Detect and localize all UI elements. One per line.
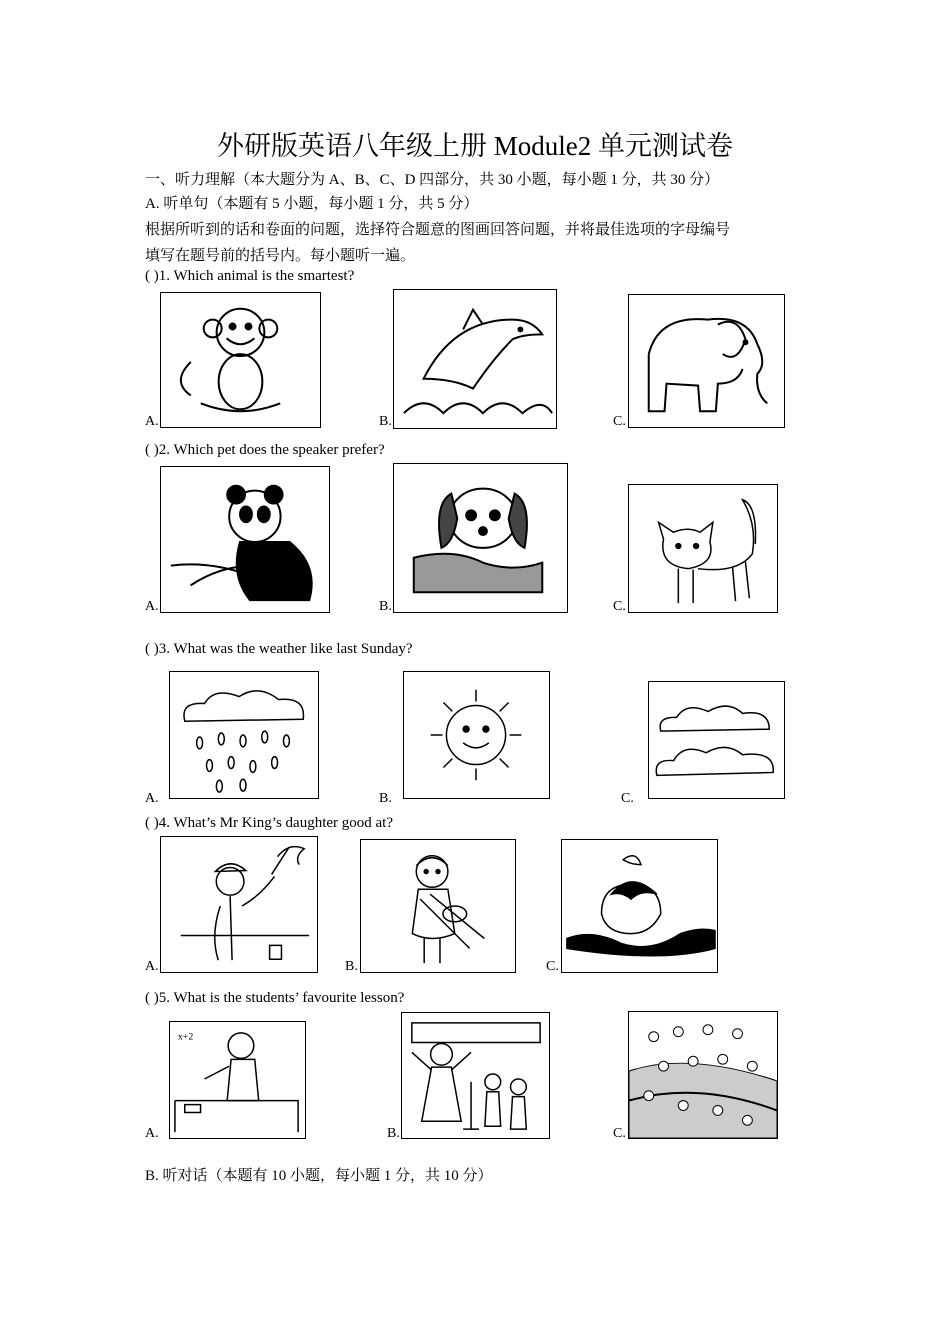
dolphin-icon[interactable] xyxy=(393,289,557,429)
option-label: C. xyxy=(613,599,626,614)
part-b-heading: B. 听对话（本题有 10 小题，每小题 1 分，共 10 分） xyxy=(145,1168,493,1184)
option-label: B. xyxy=(379,791,392,806)
option-label: B. xyxy=(387,1126,400,1141)
math-class-icon[interactable] xyxy=(169,1021,306,1139)
part-a-heading: A. 听单句（本题有 5 小题，每小题 1 分，共 5 分） xyxy=(145,196,479,212)
cat-icon[interactable] xyxy=(628,484,778,613)
dog-icon[interactable] xyxy=(393,463,568,613)
svg-text:x+2: x+2 xyxy=(177,1031,194,1043)
elephant-icon[interactable] xyxy=(628,294,785,428)
rain-icon[interactable] xyxy=(169,671,319,799)
option-label: C. xyxy=(546,959,559,974)
option-label: A. xyxy=(145,414,159,429)
option-label: C. xyxy=(621,791,634,806)
violin-icon[interactable] xyxy=(360,839,516,973)
cloud-icon[interactable] xyxy=(648,681,785,799)
option-label: B. xyxy=(345,959,358,974)
question-1: ( )1. Which animal is the smartest? xyxy=(145,268,355,284)
monkey-icon[interactable] xyxy=(160,292,321,428)
option-label: B. xyxy=(379,599,392,614)
option-label: A. xyxy=(145,959,159,974)
question-3: ( )3. What was the weather like last Sunday? xyxy=(145,641,413,657)
option-label: A. xyxy=(145,1126,159,1141)
pe-class-icon[interactable] xyxy=(628,1011,778,1139)
instructions-line-2: 填写在题号前的括号内。每小题听一遍。 xyxy=(145,248,416,264)
painting-icon[interactable] xyxy=(160,836,318,973)
question-4: ( )4. What’s Mr King’s daughter good at? xyxy=(145,815,394,831)
music-class-icon[interactable] xyxy=(401,1012,550,1139)
option-label: C. xyxy=(613,1126,626,1141)
question-2: ( )2. Which pet does the speaker prefer? xyxy=(145,442,385,458)
question-5: ( )5. What is the students’ favourite lesson? xyxy=(145,990,405,1006)
page-title: 外研版英语八年级上册 Module2 单元测试卷 xyxy=(217,131,733,161)
swimming-icon[interactable] xyxy=(561,839,718,973)
option-label: C. xyxy=(613,414,626,429)
option-label: A. xyxy=(145,791,159,806)
section-heading: 一、听力理解（本大题分为 A、B、C、D 四部分，共 30 小题，每小题 1 分，共 30 分） xyxy=(145,172,720,188)
option-label: A. xyxy=(145,599,159,614)
panda-icon[interactable] xyxy=(160,466,330,613)
instructions-line-1: 根据所听到的话和卷面的问题，选择符合题意的图画回答问题，并将最佳选项的字母编号 xyxy=(145,222,731,238)
sun-icon[interactable] xyxy=(403,671,550,799)
option-label: B. xyxy=(379,414,392,429)
